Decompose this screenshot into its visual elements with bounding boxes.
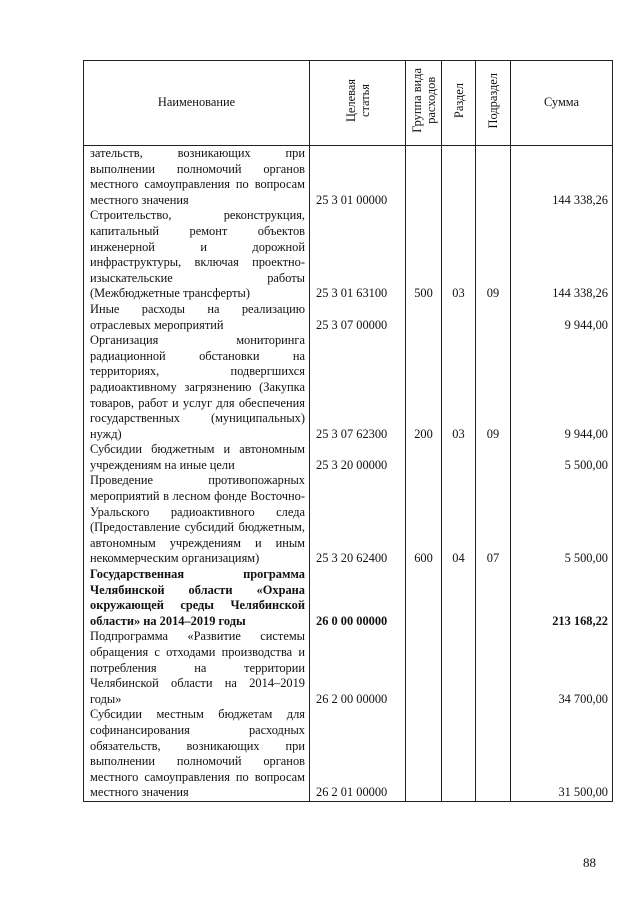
row-sum: 9 944,00 bbox=[511, 333, 613, 442]
row-expense-group: 200 bbox=[406, 333, 442, 442]
row-name: Иные расходы на реализацию отраслевых мероприятий bbox=[84, 302, 310, 333]
row-name: Субсидии бюджетным и автономным учреждениям на иные цели bbox=[84, 442, 310, 473]
row-expense-group: 500 bbox=[406, 208, 442, 302]
row-expense-group bbox=[406, 567, 442, 629]
row-target-code: 25 3 07 00000 bbox=[310, 302, 406, 333]
row-expense-group bbox=[406, 146, 442, 209]
row-subsection bbox=[476, 146, 511, 209]
table-row bbox=[84, 707, 613, 801]
row-name: Подпрограмма «Развитие системы обращения с отходами производства и потребления на территории Челябинской области на 2014–2019 годы» bbox=[84, 629, 310, 707]
row-subsection bbox=[476, 707, 511, 801]
row-section bbox=[442, 302, 476, 333]
row-section bbox=[442, 567, 476, 629]
row-subsection bbox=[476, 302, 511, 333]
row-section bbox=[442, 442, 476, 473]
row-sum: 31 500,00 bbox=[511, 707, 613, 801]
row-expense-group bbox=[406, 442, 442, 473]
row-section: 04 bbox=[442, 473, 476, 567]
row-target-code: 25 3 07 62300 bbox=[310, 333, 406, 442]
table-row bbox=[84, 567, 613, 629]
row-name: Строительство, реконструкция, капитальный ремонт объектов инженерной и дорожной инфраструктуры, включая проектно-изыскательские работы (Межбюджетные трансферты) bbox=[84, 208, 310, 302]
page-number: 88 bbox=[583, 855, 596, 870]
header-sum: Сумма bbox=[511, 61, 613, 146]
row-sum: 144 338,26 bbox=[511, 208, 613, 302]
row-target-code: 25 3 20 00000 bbox=[310, 442, 406, 473]
row-sum: 213 168,22 bbox=[511, 567, 613, 629]
row-name: Субсидии местным бюджетам для софинансирования расходных обязательств, возникающих при выполнении полномочий органов местного самоуправления по вопросам местного значения bbox=[84, 707, 310, 801]
row-section bbox=[442, 146, 476, 209]
row-name: Проведение противопожарных мероприятий в лесном фонде Восточно-Уральского радиоактивного следа (Предоставление субсидий бюджетным, автономным учреждениям и иным некоммерческим организациям) bbox=[84, 473, 310, 567]
row-subsection bbox=[476, 629, 511, 707]
table-row bbox=[84, 302, 613, 333]
row-name: Организация мониторинга радиационной обстановки на территориях, подвергшихся радиоактивному загрязнению (Закупка товаров, работ и услуг для обеспечения государственных (муниципальных) нужд) bbox=[84, 333, 310, 442]
table-row bbox=[84, 208, 613, 302]
row-name: зательств, возникающих при выполнении полномочий органов местного самоуправления по вопросам местного значения bbox=[84, 146, 310, 209]
row-sum: 144 338,26 bbox=[511, 146, 613, 209]
table-header bbox=[84, 61, 613, 146]
row-subsection: 09 bbox=[476, 333, 511, 442]
row-target-code: 25 3 20 62400 bbox=[310, 473, 406, 567]
row-name: Государственная программа Челябинской области «Охрана окружающей среды Челябинской области» на 2014–2019 годы bbox=[84, 567, 310, 629]
table-row bbox=[84, 146, 613, 209]
row-expense-group bbox=[406, 302, 442, 333]
table-row bbox=[84, 629, 613, 707]
row-sum: 5 500,00 bbox=[511, 442, 613, 473]
row-expense-group bbox=[406, 629, 442, 707]
header-name: Наименование bbox=[84, 61, 310, 146]
header-group: Группа вида расходов bbox=[406, 61, 442, 146]
header-section: Раздел bbox=[442, 61, 476, 146]
row-subsection: 07 bbox=[476, 473, 511, 567]
row-target-code: 25 3 01 00000 bbox=[310, 146, 406, 209]
row-sum: 9 944,00 bbox=[511, 302, 613, 333]
row-section bbox=[442, 707, 476, 801]
row-subsection bbox=[476, 567, 511, 629]
row-expense-group bbox=[406, 707, 442, 801]
table-row bbox=[84, 442, 613, 473]
row-section: 03 bbox=[442, 333, 476, 442]
table-row bbox=[84, 473, 613, 567]
header-subsection: Подраздел bbox=[476, 61, 511, 146]
row-sum: 34 700,00 bbox=[511, 629, 613, 707]
row-expense-group: 600 bbox=[406, 473, 442, 567]
row-section: 03 bbox=[442, 208, 476, 302]
header-target: Целевая статья bbox=[310, 61, 406, 146]
row-target-code: 25 3 01 63100 bbox=[310, 208, 406, 302]
row-target-code: 26 0 00 00000 bbox=[310, 567, 406, 629]
row-section bbox=[442, 629, 476, 707]
row-sum: 5 500,00 bbox=[511, 473, 613, 567]
row-target-code: 26 2 00 00000 bbox=[310, 629, 406, 707]
row-target-code: 26 2 01 00000 bbox=[310, 707, 406, 801]
table-row bbox=[84, 333, 613, 442]
budget-table bbox=[83, 60, 613, 802]
row-subsection bbox=[476, 442, 511, 473]
row-subsection: 09 bbox=[476, 208, 511, 302]
